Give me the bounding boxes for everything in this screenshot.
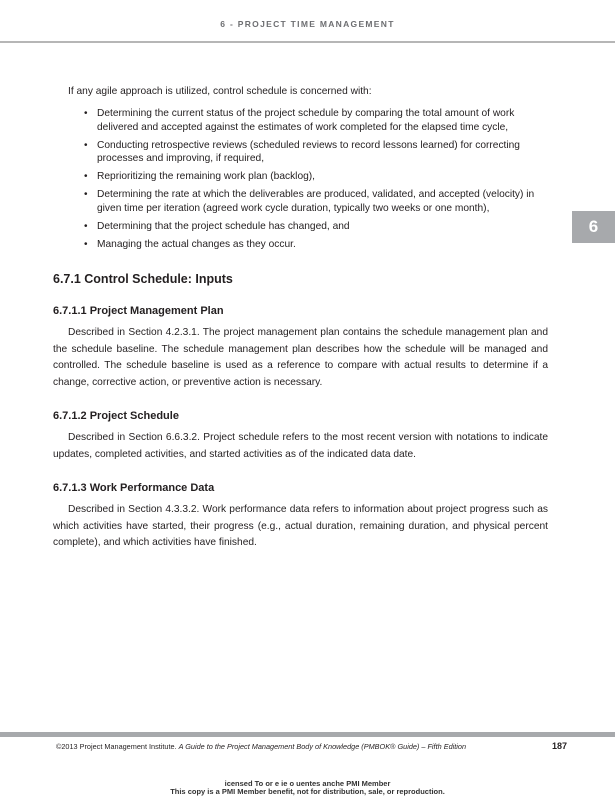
page-number: 187 [551,741,567,751]
list-item [84,107,548,134]
subsection-heading-project-management-plan: 6.7.1.1 Project Management Plan [53,305,224,317]
footer-copyright: ©2013 Project Management Institute. [56,742,177,751]
page-content [53,85,548,552]
header-divider [0,41,615,43]
list-item [84,139,548,166]
license-watermark: icensed To or e ie o uentes anche PMI Member [224,779,391,788]
paragraph-work-performance-data: Described in Section 4.3.3.2. Work performance data refers to information about project progress such as which activities have started, their progress (e.g., actual duration, remaining duration, and physical percent complete), and which activities have finished. [53,504,548,548]
bullet-icon: • [84,238,88,250]
distribution-notice: This copy is a PMI Member benefit, not for distribution, sale, or reproduction. [170,787,445,796]
footer-divider [0,732,615,737]
list-item [84,170,548,184]
intro-paragraph: If any agile approach is utilized, control schedule is concerned with: [68,86,372,97]
page-header [0,0,615,44]
bullet-icon: • [84,139,88,151]
chapter-tab: 6 [572,211,615,243]
footer-book-title: A Guide to the Project Management Body of Knowledge (PMBOK® Guide) – Fifth Edition [178,742,467,751]
bullet-list [53,107,548,251]
list-item [84,188,548,215]
paragraph-project-management-plan: Described in Section 4.2.3.1. The project management plan contains the schedule management plan and the schedule baseline. The schedule management plan describes how the schedule will be managed and controlled. The schedule baseline is used as a reference to compare with actual results to determine if a change, corrective action, or preventive action is necessary. [53,327,548,388]
running-header-title: 6 - PROJECT TIME MANAGEMENT [220,19,395,29]
list-item-text: Determining the rate at which the deliverables are produced, validated, and accepted (velocity) in given time per iteration (agreed work cycle duration, typically two weeks or one month), [97,189,535,214]
list-item-text: Determining the current status of the project schedule by comparing the total amount of work delivered and accepted against the estimates of work completed for the elapsed time cycle, [97,108,515,133]
list-item-text: Managing the actual changes as they occur. [97,238,296,250]
subsection-heading-work-performance-data: 6.7.1.3 Work Performance Data [53,482,215,494]
bullet-icon: • [84,171,88,182]
subsection-heading-project-schedule: 6.7.1.2 Project Schedule [53,410,179,422]
list-item [84,220,548,234]
paragraph-project-schedule: Described in Section 6.6.3.2. Project schedule refers to the most recent version with notations to indicate updates, completed activities, and started activities as of the indicated data date. [53,432,548,460]
bullet-icon: • [84,189,88,200]
section-heading: 6.7.1 Control Schedule: Inputs [53,272,233,286]
list-item [84,238,548,252]
list-item-text: Reprioritizing the remaining work plan (backlog), [97,171,315,182]
bullet-icon: • [84,108,88,119]
list-item-text: Determining that the project schedule has changed, and [97,220,350,232]
footer-citation [56,742,466,751]
bullet-icon: • [84,220,88,232]
list-item-text: Conducting retrospective reviews (scheduled reviews to record lessons learned) for correcting processes and improving, if required, [97,139,520,164]
